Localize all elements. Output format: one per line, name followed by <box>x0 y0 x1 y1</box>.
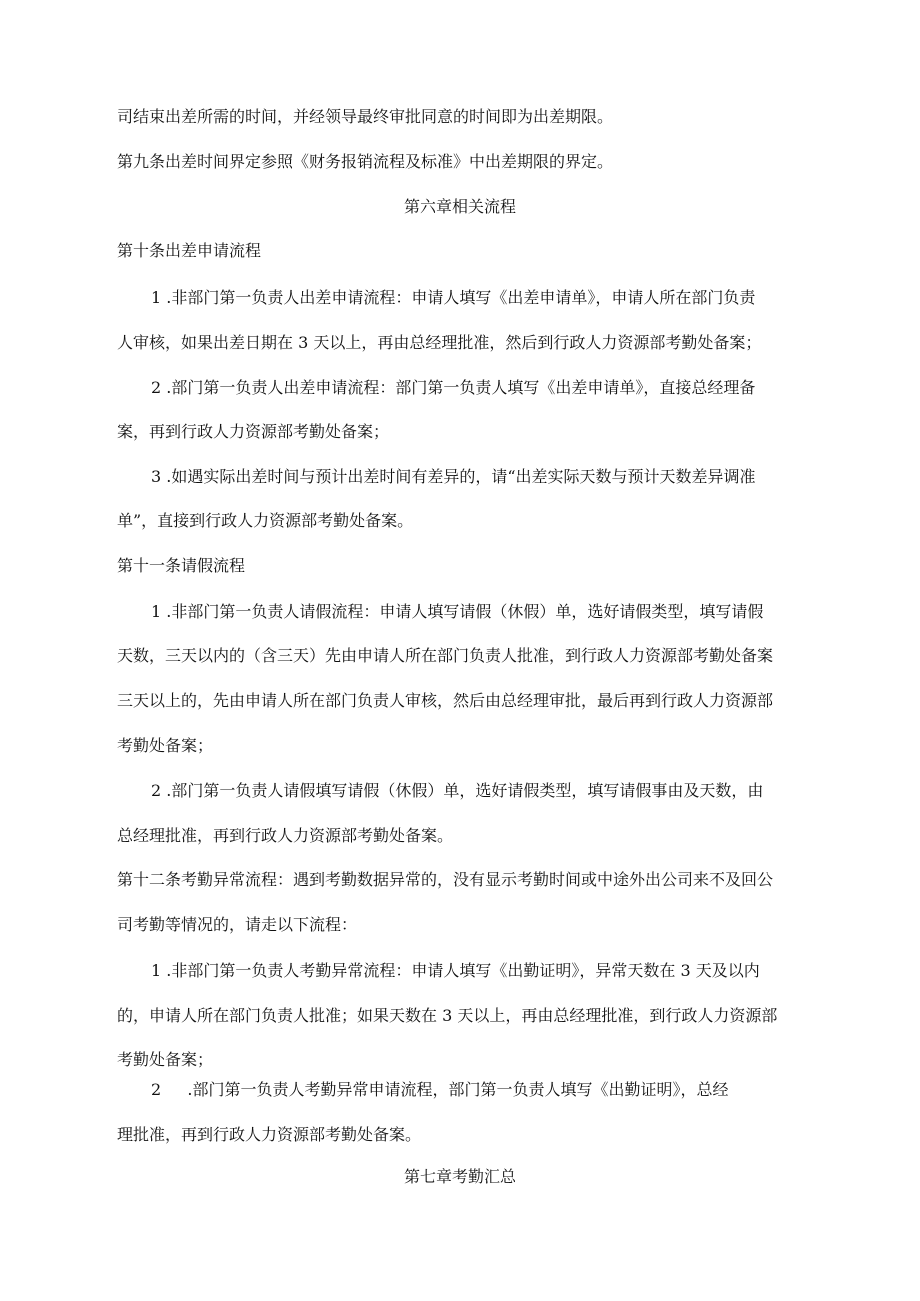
paragraph-line: 3 .如遇实际出差时间与预计出差时间有差异的，请“出差实际天数与预计天数差异调准 <box>151 467 756 486</box>
chapter-heading: 第七章考勤汇总 <box>403 1167 516 1186</box>
paragraph-line: 单”，直接到行政人力资源部考勤处备案。 <box>117 511 414 530</box>
paragraph-line: 人审核，如果出差日期在 3 天以上，再由总经理批准，然后到行政人力资源部考勤处备案； <box>117 333 762 352</box>
paragraph-line: 2 .部门第一负责人请假填写请假（休假）单，选好请假类型，填写请假事由及天数，由 <box>151 781 764 800</box>
paragraph-line: 三天以上的，先由申请人所在部门负责人审核，然后由总经理审批，最后再到行政人力资源部 <box>117 691 774 710</box>
paragraph-line: 1 .非部门第一负责人出差申请流程：申请人填写《出差申请单》，申请人所在部门负责 <box>151 288 756 307</box>
paragraph-line: 总经理批准，再到行政人力资源部考勤处备案。 <box>117 826 454 845</box>
paragraph-line: 理批准，再到行政人力资源部考勤处备案。 <box>117 1125 422 1144</box>
paragraph-line: 案，再到行政人力资源部考勤处备案； <box>117 422 390 441</box>
paragraph-line: 2 .部门第一负责人考勤异常申请流程，部门第一负责人填写《出勤证明》，总经 <box>151 1080 729 1099</box>
chapter-heading: 第六章相关流程 <box>403 197 516 216</box>
paragraph-line: 考勤处备案； <box>117 1050 214 1069</box>
paragraph-line: 考勤处备案； <box>117 736 214 755</box>
paragraph-line: 的，申请人所在部门负责人批准；如果天数在 3 天以上，再由总经理批准，到行政人力资源部 <box>117 1006 778 1025</box>
paragraph-line: 2 .部门第一负责人出差申请流程：部门第一负责人填写《出差申请单》，直接总经理备 <box>151 378 756 397</box>
article-heading: 第十条出差申请流程 <box>117 241 262 260</box>
paragraph-line: 司结束出差所需的时间，并经领导最终审批同意的时间即为出差期限。 <box>117 107 614 126</box>
paragraph-line: 第九条出差时间界定参照《财务报销流程及标准》中出差期限的界定。 <box>117 152 614 171</box>
article-heading: 第十一条请假流程 <box>117 556 246 575</box>
paragraph-line: 司考勤等情况的，请走以下流程： <box>117 915 358 934</box>
paragraph-line: 1 .非部门第一负责人请假流程：申请人填写请假（休假）单，选好请假类型，填写请假 <box>151 602 764 621</box>
paragraph-line: 天数，三天以内的（含三天）先由申请人所在部门负责人批准，到行政人力资源部考勤处备案 <box>117 646 774 665</box>
article-heading: 第十二条考勤异常流程：遇到考勤数据异常的，没有显示考勤时间或中途外出公司来不及回公 <box>117 870 774 889</box>
paragraph-line: 1 .非部门第一负责人考勤异常流程：申请人填写《出勤证明》，异常天数在 3 天及以内 <box>151 961 760 980</box>
